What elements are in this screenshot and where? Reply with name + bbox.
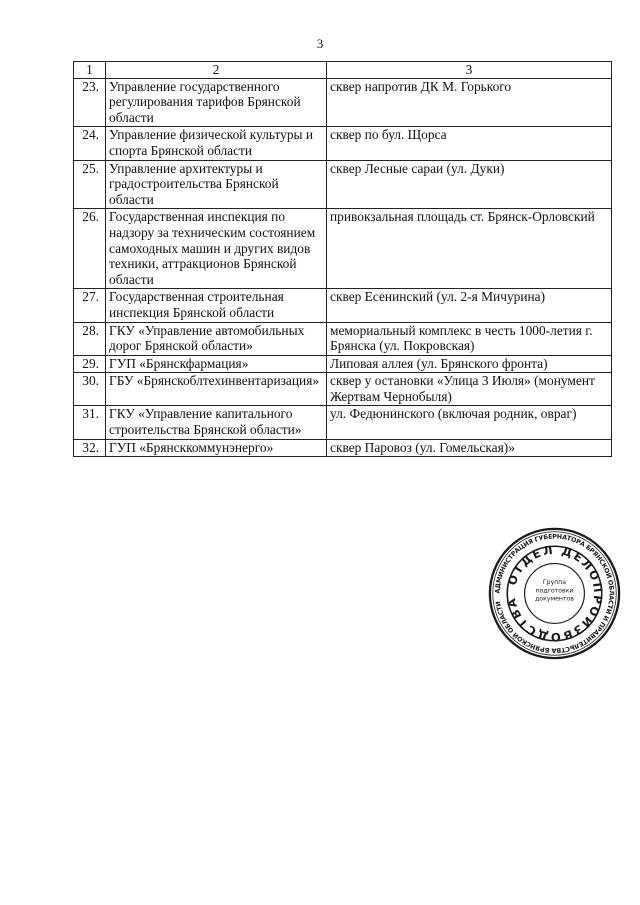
- row-number: 24.: [74, 127, 106, 160]
- organization-cell: Управление физической культуры и спорта Брянской области: [106, 127, 327, 160]
- row-number: 29.: [74, 355, 106, 373]
- table-row: [74, 406, 612, 439]
- organization-cell: ГБУ «Брянскоблтехинвентаризация»: [106, 373, 327, 406]
- location-cell: сквер Лесные сараи (ул. Дуки): [327, 160, 612, 209]
- stamp-inner-ring-text: ОТДЕЛ ДЕЛОПРОИЗВОДСТВА: [504, 542, 606, 645]
- location-cell: мемориальный комплекс в честь 1000-летия г. Брянска (ул. Покровская): [327, 322, 612, 355]
- organization-cell: ГКУ «Управление капитального строительства Брянской области»: [106, 406, 327, 439]
- stamp-ring-text: АДМИНИСТРАЦИЯ ГУБЕРНАТОРА БРЯНСКОЙ ОБЛАСТИ И ПРАВИТЕЛЬСТВА БРЯНСКОЙ ОБЛАСТИ: [494, 533, 615, 654]
- row-number: 30.: [74, 373, 106, 406]
- table-header-row: [74, 62, 612, 79]
- location-cell: Липовая аллея (ул. Брянского фронта): [327, 355, 612, 373]
- table-row: [74, 289, 612, 322]
- table-row: [74, 78, 612, 127]
- official-stamp: [487, 526, 622, 661]
- row-number: 26.: [74, 209, 106, 289]
- location-cell: сквер по бул. Щорса: [327, 127, 612, 160]
- row-number: 31.: [74, 406, 106, 439]
- row-number: 23.: [74, 78, 106, 127]
- organization-cell: ГУП «Брянскфармация»: [106, 355, 327, 373]
- organization-cell: Государственная инспекция по надзору за техническим состоянием самоходных машин и других видов техники, аттракционов Брянской области: [106, 209, 327, 289]
- row-number: 25.: [74, 160, 106, 209]
- table-row: [74, 373, 612, 406]
- table-row: [74, 209, 612, 289]
- organization-cell: ГУП «Брянсккоммунэнерго»: [106, 439, 327, 457]
- location-cell: привокзальная площадь ст. Брянск-Орловский: [327, 209, 612, 289]
- location-cell: ул. Федюнинского (включая родник, овраг): [327, 406, 612, 439]
- organization-cell: Управление архитектуры и градостроительства Брянской области: [106, 160, 327, 209]
- table-row: [74, 355, 612, 373]
- page-number: 3: [316, 36, 324, 51]
- organization-cell: Управление государственного регулирования тарифов Брянской области: [106, 78, 327, 127]
- organizations-table: [73, 61, 612, 457]
- location-cell: сквер напротив ДК М. Горького: [327, 78, 612, 127]
- stamp-center-text: Группа подготовки документов: [535, 578, 574, 603]
- row-number: 28.: [74, 322, 106, 355]
- table-row: [74, 439, 612, 457]
- row-number: 32.: [74, 439, 106, 457]
- column-header: 1: [74, 62, 106, 79]
- table-row: [74, 322, 612, 355]
- table-row: [74, 160, 612, 209]
- location-cell: сквер Паровоз (ул. Гомельская)»: [327, 439, 612, 457]
- organization-cell: ГКУ «Управление автомобильных дорог Брянской области»: [106, 322, 327, 355]
- column-header: 3: [327, 62, 612, 79]
- location-cell: сквер Есенинский (ул. 2-я Мичурина): [327, 289, 612, 322]
- column-header: 2: [106, 62, 327, 79]
- row-number: 27.: [74, 289, 106, 322]
- organization-cell: Государственная строительная инспекция Брянской области: [106, 289, 327, 322]
- table-row: [74, 127, 612, 160]
- location-cell: сквер у остановки «Улица 3 Июля» (монумент Жертвам Чернобыля): [327, 373, 612, 406]
